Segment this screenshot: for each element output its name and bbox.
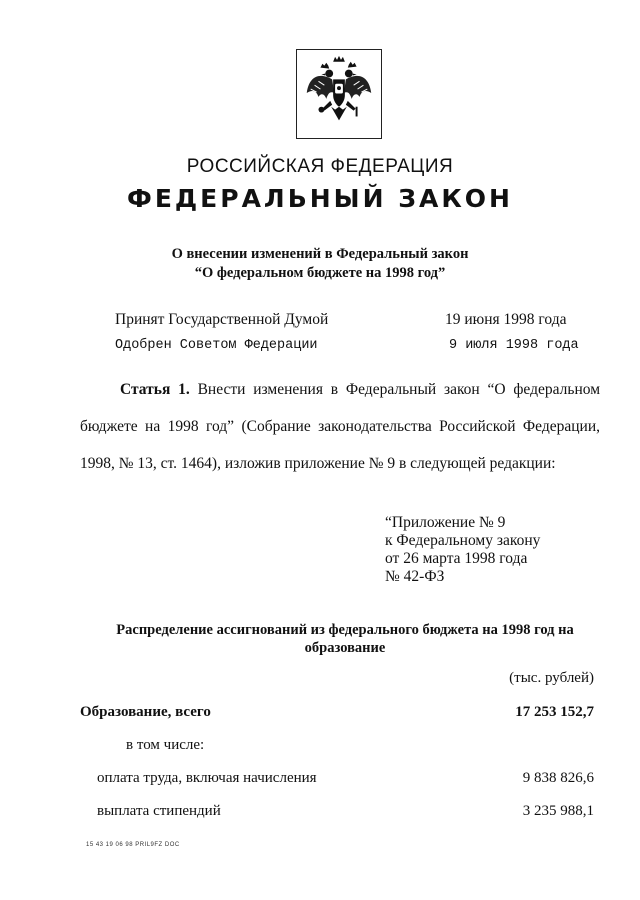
document-type-heading: ФЕДЕРАЛЬНЫЙ ЗАКОН	[127, 184, 513, 213]
appendix-line-2: к Федеральному закону	[385, 532, 541, 549]
allocation-title-line-2: образование	[304, 640, 386, 656]
table-row-value: 9 838 826,6	[522, 770, 594, 786]
article-1-paragraph	[80, 371, 600, 482]
country-heading: РОССИЙСКАЯ ФЕДЕРАЦИЯ	[186, 156, 454, 177]
article-label: Статья 1.	[120, 381, 190, 398]
law-title-line-2: “О федеральном бюджете на 1998 год”	[194, 265, 446, 281]
allocation-table-title	[80, 621, 610, 657]
duma-adoption-date: 19 июня 1998 года	[445, 311, 567, 328]
appendix-line-3: от 26 марта 1998 года	[385, 550, 528, 567]
total-value: 17 253 152,7	[515, 704, 594, 720]
law-title	[0, 245, 640, 283]
table-row-label: выплата стипендий	[97, 803, 221, 819]
council-approval-date: 9 июля 1998 года	[449, 338, 579, 353]
appendix-line-1: “Приложение № 9	[385, 514, 506, 531]
document-code-footer: 15 43 19 06 98 PRIL9FZ DOC	[86, 842, 180, 848]
including-label: в том числе:	[126, 737, 205, 753]
duma-adoption-label: Принят Государственной Думой	[115, 311, 329, 328]
allocation-title-line-1: Распределение ассигнований из федерального бюджета на 1998 год на	[116, 622, 574, 638]
eagle-icon	[297, 50, 381, 138]
table-row-label: оплата труда, включая начисления	[97, 770, 317, 786]
law-title-line-1: О внесении изменений в Федеральный закон	[171, 246, 469, 262]
article-text: Внести изменения в Федеральный закон “О федеральном бюджете на 1998 год” (Собрание законодательства Российской Федерации, 1998, № 13, ст. 1464), изложив приложение № 9 в следующей редакции:	[80, 381, 601, 472]
appendix-reference	[385, 514, 540, 586]
appendix-line-4: № 42-ФЗ	[385, 568, 445, 585]
coat-of-arms-emblem	[296, 49, 382, 139]
total-label: Образование, всего	[80, 704, 211, 720]
units-note: (тыс. рублей)	[509, 670, 594, 686]
table-row-value: 3 235 988,1	[522, 803, 594, 819]
council-approval-label: Одобрен Советом Федерации	[115, 338, 318, 353]
